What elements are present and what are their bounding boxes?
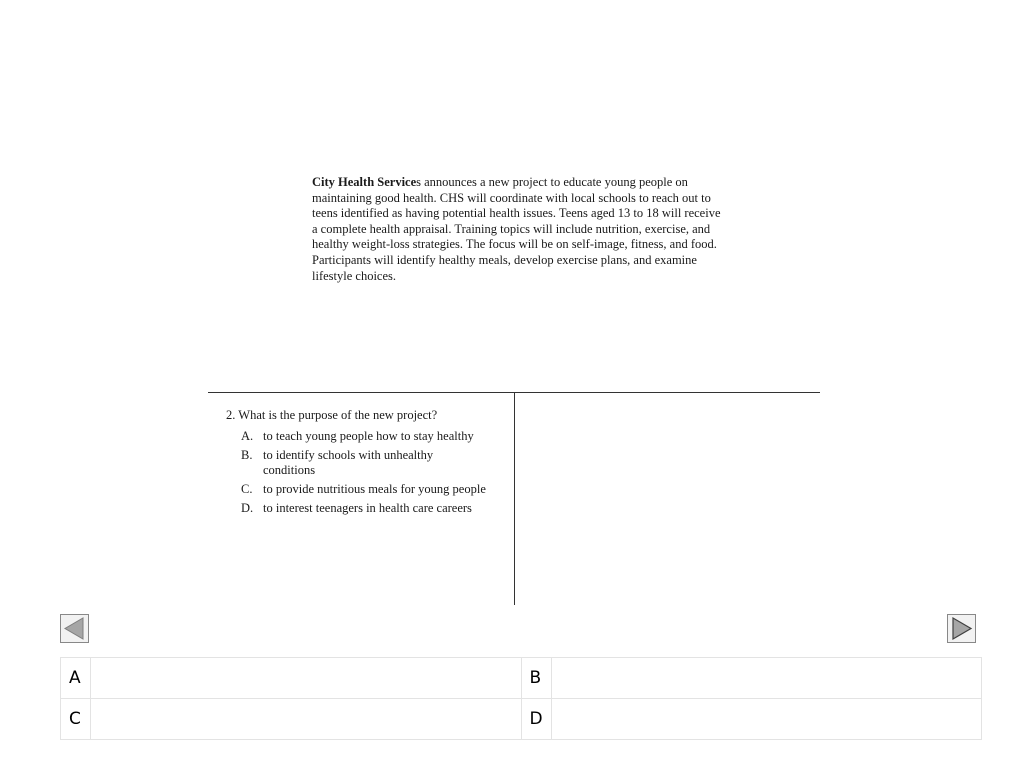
question-option-d xyxy=(241,501,508,516)
question-divider-vertical xyxy=(514,392,515,605)
answer-a-cell[interactable] xyxy=(91,658,522,699)
question-option-b xyxy=(241,448,508,478)
question-block xyxy=(226,408,508,520)
answer-d-label[interactable]: D xyxy=(521,699,551,740)
option-text: to identify schools with unhealthy conditions xyxy=(263,448,434,477)
passage-bold-lead: City Health Service xyxy=(312,175,417,189)
option-text: to provide nutritious meals for young people xyxy=(263,482,486,496)
answer-row xyxy=(61,658,982,699)
question-option-c xyxy=(241,482,508,497)
passage-body: s announces a new project to educate young people on maintaining good health. CHS will coordinate with local schools to reach out to teens identified as having potential health issues. Teens aged 13 to 18 will receive a complete health appraisal. Training topics will include nutrition, exercise, and healthy weight-loss strategies. The focus will be on self-image, fitness, and food. Participants will identify healthy meals, develop exercise plans, and examine lifestyle choices. xyxy=(312,175,721,283)
answer-d-cell[interactable] xyxy=(551,699,982,740)
option-letter: A. xyxy=(241,429,254,443)
answer-row xyxy=(61,699,982,740)
option-letter: D. xyxy=(241,501,254,515)
question-option-a xyxy=(241,429,508,444)
answer-choices-table xyxy=(60,657,982,740)
next-button[interactable] xyxy=(947,614,976,643)
triangle-left-icon xyxy=(61,615,88,642)
option-text: to teach young people how to stay healthy xyxy=(263,429,474,443)
triangle-right-icon xyxy=(948,615,975,642)
option-letter: C. xyxy=(241,482,253,496)
answer-a-label[interactable]: A xyxy=(61,658,91,699)
answer-c-label[interactable]: C xyxy=(61,699,91,740)
question-stem: 2. What is the purpose of the new project? xyxy=(226,408,438,422)
answer-c-cell[interactable] xyxy=(91,699,522,740)
answer-b-label[interactable]: B xyxy=(521,658,551,699)
option-letter: B. xyxy=(241,448,253,462)
reading-passage xyxy=(312,175,722,284)
option-text: to interest teenagers in health care careers xyxy=(263,501,472,515)
previous-button[interactable] xyxy=(60,614,89,643)
answer-b-cell[interactable] xyxy=(551,658,982,699)
